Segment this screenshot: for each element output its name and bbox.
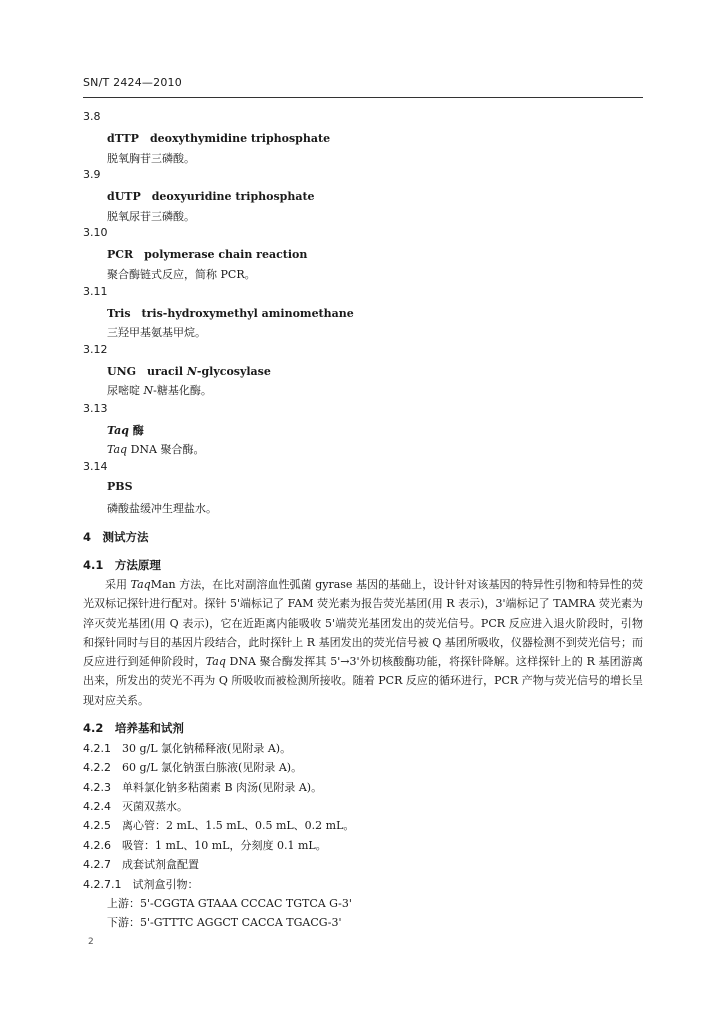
reagent-item: 4.2.4 灭菌双蒸水。 <box>83 800 188 813</box>
definition-number: 3.8 <box>83 110 101 123</box>
primer-upper: 上游：5'-CGGTA GTAAA CCCAC TGTCA G-3' <box>107 897 352 910</box>
primer-lower: 下游：5'-GTTTC AGGCT CACCA TGACG-3' <box>107 916 342 929</box>
definition-number: 3.13 <box>83 402 108 415</box>
definition-term: Taq 酶 <box>107 424 144 437</box>
definition-chinese: 脱氧尿苷三磷酸。 <box>107 210 195 223</box>
definition-number: 3.11 <box>83 285 108 298</box>
section-heading: 4 测试方法 <box>83 530 149 544</box>
standard-code-header: SN/T 2424—2010 <box>83 76 182 89</box>
reagent-item: 4.2.3 单料氯化钠多粘菌素 B 肉汤(见附录 A)。 <box>83 781 323 794</box>
definition-term: dUTP deoxyuridine triphosphate <box>107 190 315 203</box>
definition-term: dTTP deoxythymidine triphosphate <box>107 132 331 145</box>
header-divider <box>83 97 643 98</box>
definition-chinese: Taq DNA 聚合酶。 <box>107 443 205 456</box>
subsection-heading: 4.1 方法原理 <box>83 558 161 572</box>
definition-chinese: 脱氧胸苷三磷酸。 <box>107 152 195 165</box>
definition-chinese: 磷酸盐缓冲生理盐水。 <box>107 502 217 515</box>
definition-number: 3.9 <box>83 168 101 181</box>
reagent-item: 4.2.5 离心管：2 mL、1.5 mL、0.5 mL、0.2 mL。 <box>83 819 355 832</box>
definition-term: UNG uracil N-glycosylase <box>107 365 271 378</box>
definition-chinese: 三羟甲基氨基甲烷。 <box>107 326 206 339</box>
definition-term: Tris tris-hydroxymethyl aminomethane <box>107 307 354 320</box>
reagent-item: 4.2.7 成套试剂盒配置 <box>83 858 199 871</box>
reagent-item: 4.2.7.1 试剂盒引物： <box>83 878 199 891</box>
page-number: 2 <box>88 937 94 947</box>
method-principle-paragraph: 采用 TaqMan 方法，在比对副溶血性弧菌 gyrase 基因的基础上，设计针对该基因的特异性引物和特异性的荧光双标记探针进行配对。探针 5'端标记了 FAM 荧光素为报告荧光基团(用 R 表示)，3'端标记了 TAMRA 荧光素为淬灭荧光基团(用 Q 表示)，它在近距离内能吸收 5'端荧光基团发出的荧光信号。PCR 反应进入退火阶段时，引物和探针同时与目的基因片段结合，此时探针上 R 基团发出的荧光信号被 Q 基团所吸收，仪器检测不到荧光信号；而反应进行到延伸阶段时，Taq DNA 聚合酶发挥其 5'→3'外切核酸酶功能，将探针降解。这样探针上的 R 基团游离出来，所发出的荧光不再为 Q 所吸收而被检测所接收。随着 PCR 反应的循环进行，PCR 产物与荧光信号的增长呈现对应关系。 <box>83 578 643 707</box>
definition-number: 3.12 <box>83 343 108 356</box>
definition-number: 3.14 <box>83 460 108 473</box>
reagent-item: 4.2.1 30 g/L 氯化钠稀释液(见附录 A)。 <box>83 742 292 755</box>
definition-chinese: 尿嘧啶 N-糖基化酶。 <box>107 384 212 397</box>
definition-number: 3.10 <box>83 226 108 239</box>
definition-term: PBS <box>107 480 133 493</box>
subsection-heading: 4.2 培养基和试剂 <box>83 721 184 735</box>
definition-term: PCR polymerase chain reaction <box>107 248 308 261</box>
reagent-item: 4.2.2 60 g/L 氯化钠蛋白胨液(见附录 A)。 <box>83 761 303 774</box>
reagent-item: 4.2.6 吸管：1 mL、10 mL，分刻度 0.1 mL。 <box>83 839 327 852</box>
definition-chinese: 聚合酶链式反应，简称 PCR。 <box>107 268 256 281</box>
